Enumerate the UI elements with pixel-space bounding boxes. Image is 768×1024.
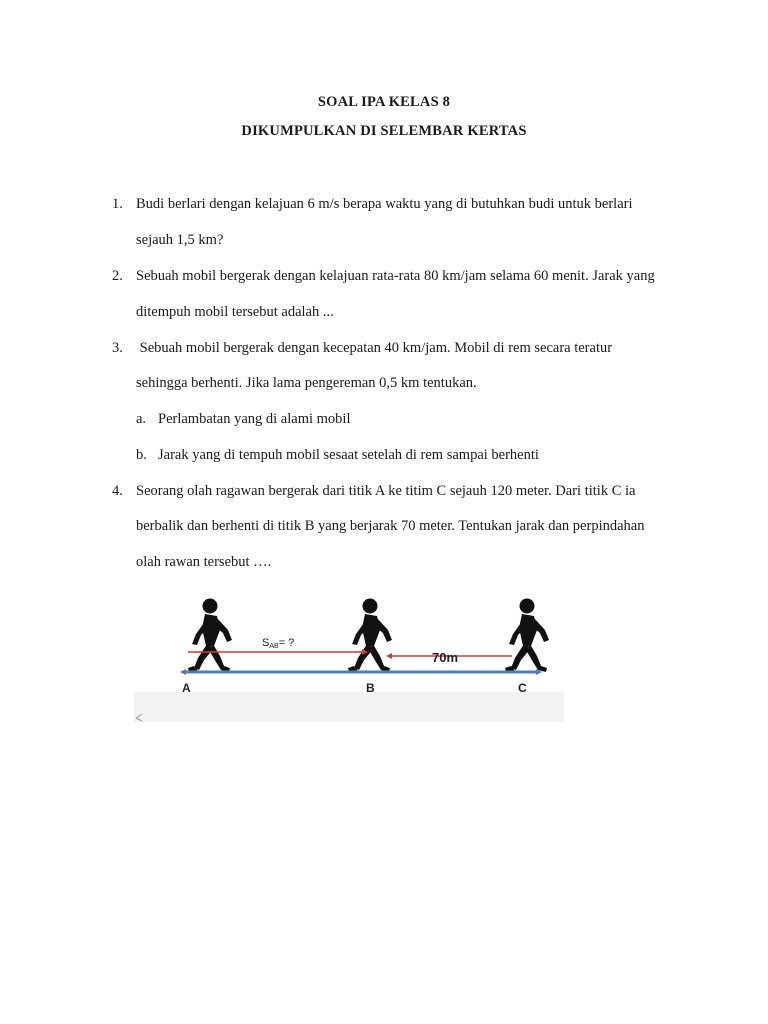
question-3-sub-b-text: Jarak yang di tempuh mobil sesaat setelah di rem sampai berhenti	[158, 447, 539, 463]
track-left-end	[180, 669, 186, 675]
question-2-line-1: Sebuah mobil bergerak dengan kelajuan rata-rata 80 km/jam selama 60 menit. Jarak yang	[136, 268, 655, 284]
question-4-line-2: berbalik dan berhenti di titik B yang berjarak 70 meter. Tentukan jarak dan perpindahan	[136, 518, 645, 534]
page-subtitle: DIKUMPULKAN DI SELEMBAR KERTAS	[241, 123, 527, 139]
page-title: SOAL IPA KELAS 8	[317, 94, 451, 110]
runner-b-icon	[348, 599, 392, 673]
arrow-c-to-b-head	[386, 653, 392, 659]
point-a-label: A	[182, 681, 191, 695]
runner-diagram	[134, 594, 564, 724]
label-distance: 70m	[432, 650, 459, 665]
question-3-number: 3.	[112, 340, 123, 356]
question-3-line-1: Sebuah mobil bergerak dengan kecepatan 40 km/jam. Mobil di rem secara teratur	[136, 340, 613, 356]
question-4-line-3: olah rawan tersebut ….	[136, 554, 272, 570]
question-3-sub-a-letter: a.	[136, 411, 147, 427]
point-c-label: C	[518, 681, 527, 695]
question-2-line-2: ditempuh mobil tersebut adalah ...	[136, 304, 334, 320]
question-4-line-1: Seorang olah ragawan bergerak dari titik A ke titim C sejauh 120 meter. Dari titik C ia	[136, 483, 636, 499]
runner-a-icon	[188, 599, 232, 673]
question-3-sub-a-text: Perlambatan yang di alami mobil	[158, 411, 351, 427]
runner-c-icon	[505, 599, 549, 673]
question-3-sub-b-letter: b.	[136, 447, 147, 463]
question-2-number: 2.	[112, 268, 123, 284]
question-1-number: 1.	[112, 196, 123, 212]
question-1-line-1: Budi berlari dengan kelajuan 6 m/s berapa waktu yang di butuhkan budi untuk berlari	[136, 196, 633, 212]
question-4-number: 4.	[112, 483, 123, 499]
question-3-line-2: sehingga berhenti. Jika lama pengereman 0,5 km tentukan.	[136, 375, 477, 391]
label-sab: SAB= ?	[262, 637, 295, 650]
point-b-label: B	[366, 681, 375, 695]
question-1-line-2: sejauh 1,5 km?	[136, 232, 224, 248]
